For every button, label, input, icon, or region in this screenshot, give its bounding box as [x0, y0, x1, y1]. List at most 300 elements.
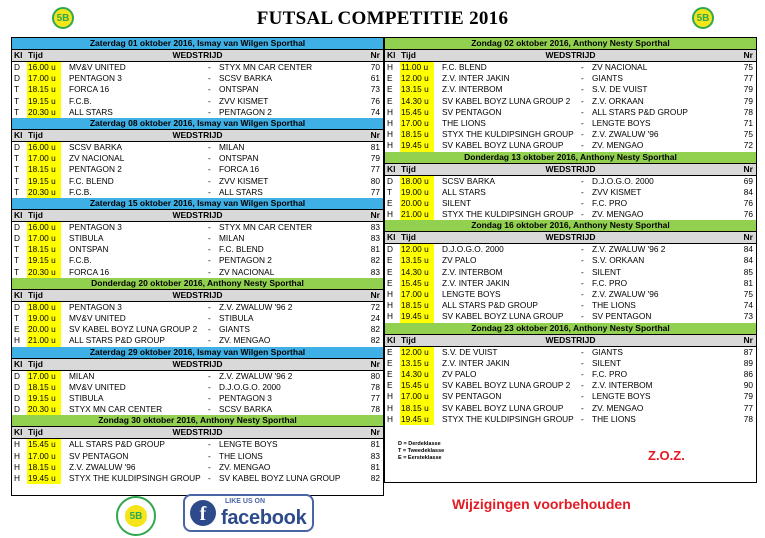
match-row	[385, 118, 756, 129]
match-number: 72	[370, 301, 380, 312]
home-team: F.C. BLEND	[442, 62, 487, 72]
home-team: Z.V. INTER JAKIN	[442, 277, 510, 288]
match-class: H	[14, 450, 20, 461]
match-row	[12, 62, 383, 73]
match-time: 20.30 u	[27, 187, 61, 198]
home-team: SV KABEL BOYZ LUNA GROUP	[442, 311, 564, 322]
home-team: F.C.B.	[69, 95, 92, 106]
away-team: ZVV KISMET	[592, 186, 642, 197]
match-number: 81	[370, 141, 380, 152]
match-time: 13.15 u	[400, 84, 434, 95]
match-time: 19.00 u	[400, 187, 434, 198]
home-team: ALL STARS P&D GROUP	[442, 300, 538, 311]
col-wedstrijd: WEDSTRIJD	[172, 209, 223, 220]
home-team: THE LIONS	[442, 117, 486, 128]
match-number: 83	[370, 221, 380, 232]
away-team: Z.V. ZWALUW '96 2	[219, 370, 293, 381]
versus-dash: -	[208, 450, 211, 461]
match-class: E	[387, 277, 393, 288]
match-class: H	[14, 335, 20, 346]
match-class: H	[387, 140, 393, 151]
col-tijd: Tijd	[28, 289, 43, 300]
match-number: 74	[743, 300, 753, 311]
versus-dash: -	[581, 402, 584, 413]
match-number: 75	[743, 129, 753, 140]
match-time: 11.00 u	[400, 62, 434, 73]
match-class: D	[14, 141, 20, 152]
home-team: ZV PALO	[442, 255, 477, 266]
home-team: ZV PALO	[442, 368, 477, 379]
match-time: 16.00 u	[27, 142, 61, 153]
column-header	[12, 130, 383, 142]
match-class: D	[14, 301, 20, 312]
col-kl: Kl	[14, 358, 23, 369]
versus-dash: -	[208, 221, 211, 232]
home-team: SV KABEL BOYZ LUNA GROUP 2	[442, 95, 571, 106]
match-row	[385, 414, 756, 425]
home-team: ALL STARS P&D GROUP	[69, 439, 165, 450]
versus-dash: -	[208, 404, 211, 415]
versus-dash: -	[208, 255, 211, 266]
zoz-note: Z.O.Z.	[648, 448, 685, 463]
home-team: SV PENTAGON	[442, 106, 502, 117]
match-time: 18.15 u	[400, 129, 434, 140]
away-team: FORCA 16	[219, 164, 260, 175]
club-logo-right: 5B	[692, 7, 714, 29]
match-class: E	[387, 255, 393, 266]
home-team: STYX THE KULDIPSINGH GROUP	[442, 413, 574, 424]
home-team: F.C. BLEND	[69, 175, 114, 186]
away-team: PENTAGON 2	[219, 255, 272, 266]
match-time: 17.00 u	[27, 451, 61, 462]
away-team: ALL STARS	[219, 186, 263, 197]
versus-dash: -	[581, 368, 584, 379]
match-row	[385, 84, 756, 95]
away-team: Z.V. ORKAAN	[592, 95, 644, 106]
versus-dash: -	[581, 311, 584, 322]
away-team: Z.V. ZWALUW '96 2	[219, 301, 293, 312]
match-class: H	[387, 311, 393, 322]
match-time: 18.15 u	[27, 164, 61, 175]
col-nr: Nr	[370, 358, 380, 369]
match-number: 75	[743, 62, 753, 72]
match-number: 77	[743, 402, 753, 413]
match-time: 14.30 u	[400, 267, 434, 278]
home-team: MV&V UNITED	[69, 62, 126, 72]
match-class: D	[14, 392, 20, 403]
match-class: H	[387, 391, 393, 402]
home-team: Z.V. INTER JAKIN	[442, 357, 510, 368]
match-row	[12, 439, 383, 450]
col-wedstrijd: WEDSTRIJD	[545, 163, 596, 174]
section-header: Zondag 23 oktober 2016, Anthony Nesty Sporthal	[385, 323, 756, 335]
col-tijd: Tijd	[28, 209, 43, 220]
match-number: 74	[370, 106, 380, 117]
away-team: LENGTE BOYS	[592, 117, 651, 128]
versus-dash: -	[581, 140, 584, 151]
match-number: 87	[743, 346, 753, 357]
away-team: LENGTE BOYS	[592, 391, 651, 402]
home-team: SCSV BARKA	[69, 141, 123, 152]
versus-dash: -	[208, 313, 211, 323]
away-team: GIANTS	[592, 346, 623, 357]
away-team: GIANTS	[592, 73, 623, 84]
column-header	[12, 210, 383, 222]
match-row	[385, 62, 756, 73]
match-time: 19.45 u	[400, 140, 434, 151]
match-time: 20.30 u	[27, 267, 61, 278]
match-class: E	[387, 95, 393, 106]
match-class: D	[387, 175, 393, 186]
match-row	[385, 129, 756, 140]
legend-item: T = Tweedeklasse	[398, 448, 445, 454]
match-time: 20.00 u	[400, 198, 434, 209]
match-time: 17.00 u	[400, 118, 434, 129]
match-class: E	[387, 380, 393, 391]
away-team: GIANTS	[219, 324, 250, 335]
match-class: E	[387, 197, 393, 208]
match-class: H	[387, 62, 393, 72]
match-time: 17.00 u	[400, 391, 434, 402]
logo-badge: 5B	[125, 505, 147, 527]
home-team: STYX THE KULDIPSINGH GROUP	[442, 129, 574, 140]
versus-dash: -	[581, 186, 584, 197]
away-team: SV PENTAGON	[592, 311, 652, 322]
col-tijd: Tijd	[28, 50, 43, 60]
match-row	[385, 187, 756, 198]
versus-dash: -	[581, 84, 584, 95]
versus-dash: -	[208, 95, 211, 106]
section-header: Zaterdag 01 oktober 2016, Ismay van Wilgen Sporthal	[12, 38, 383, 50]
match-class: H	[387, 402, 393, 413]
versus-dash: -	[581, 197, 584, 208]
away-team: S.V. ORKAAN	[592, 255, 645, 266]
match-row	[385, 255, 756, 266]
away-team: SCSV BARKA	[219, 404, 273, 415]
match-number: 78	[743, 106, 753, 117]
match-class: D	[14, 73, 20, 84]
match-class: T	[14, 255, 20, 266]
home-team: MV&V UNITED	[69, 313, 126, 323]
match-row	[12, 142, 383, 153]
match-row	[385, 380, 756, 391]
match-row	[385, 289, 756, 300]
away-team: ONTSPAN	[219, 84, 259, 95]
match-row	[12, 84, 383, 95]
match-number: 79	[743, 84, 753, 95]
match-row	[12, 382, 383, 393]
legend-item: D = Derdeklasse	[398, 441, 441, 447]
match-number: 71	[743, 117, 753, 128]
match-class: H	[14, 472, 20, 483]
match-row	[12, 222, 383, 233]
away-team: MILAN	[219, 141, 245, 152]
home-team: Z.V. INTERBOM	[442, 266, 503, 277]
match-row	[12, 313, 383, 324]
home-team: STIBULA	[69, 233, 104, 244]
col-nr: Nr	[743, 50, 753, 60]
match-row	[12, 164, 383, 175]
col-tijd: Tijd	[401, 163, 416, 174]
match-class: E	[387, 266, 393, 277]
away-team: THE LIONS	[219, 450, 263, 461]
col-nr: Nr	[743, 232, 753, 243]
home-team: SV KABEL BOYZ LUNA GROUP 2	[442, 380, 571, 391]
col-nr: Nr	[743, 334, 753, 345]
home-team: SV PENTAGON	[442, 391, 502, 402]
match-number: 79	[743, 391, 753, 402]
column-header	[385, 335, 756, 347]
col-tijd: Tijd	[28, 358, 43, 369]
match-number: 84	[743, 255, 753, 266]
away-team: SCSV BARKA	[219, 73, 273, 84]
versus-dash: -	[208, 392, 211, 403]
match-number: 84	[743, 244, 753, 255]
match-number: 77	[370, 164, 380, 175]
col-nr: Nr	[370, 129, 380, 140]
match-number: 81	[370, 244, 380, 255]
match-time: 19.45 u	[27, 473, 61, 484]
match-time: 14.30 u	[400, 96, 434, 107]
match-time: 16.00 u	[27, 62, 61, 73]
match-class: T	[14, 313, 20, 323]
match-time: 15.45 u	[400, 380, 434, 391]
away-team: F.C. PRO	[592, 277, 628, 288]
home-team: D.J.O.G.O. 2000	[442, 244, 504, 255]
match-class: D	[14, 370, 20, 381]
versus-dash: -	[208, 141, 211, 152]
match-class: D	[14, 233, 20, 244]
col-wedstrijd: WEDSTRIJD	[172, 129, 223, 140]
home-team: Z.V. INTER JAKIN	[442, 73, 510, 84]
section-header: Zondag 02 oktober 2016, Anthony Nesty Sporthal	[385, 38, 756, 50]
match-class: T	[387, 186, 393, 197]
legend-item: E = Eersteklasse	[398, 455, 442, 461]
match-time: 17.00 u	[27, 233, 61, 244]
versus-dash: -	[208, 164, 211, 175]
match-class: D	[14, 381, 20, 392]
match-number: 61	[370, 73, 380, 84]
match-number: 79	[370, 153, 380, 164]
match-time: 21.00 u	[27, 335, 61, 346]
away-team: THE LIONS	[592, 413, 636, 424]
match-row	[12, 255, 383, 266]
away-team: F.C. PRO	[592, 197, 628, 208]
match-row	[12, 244, 383, 255]
match-row	[385, 391, 756, 402]
match-number: 76	[743, 209, 753, 220]
versus-dash: -	[581, 62, 584, 72]
facebook-badge[interactable]	[183, 494, 314, 532]
match-row	[385, 347, 756, 358]
col-tijd: Tijd	[28, 129, 43, 140]
versus-dash: -	[208, 472, 211, 483]
column-header	[12, 290, 383, 302]
match-class: E	[14, 324, 20, 335]
match-time: 19.15 u	[27, 393, 61, 404]
match-number: 90	[743, 380, 753, 391]
home-team: ALL STARS	[442, 186, 486, 197]
column-header	[12, 50, 383, 62]
match-time: 16.00 u	[27, 222, 61, 233]
col-kl: Kl	[387, 163, 396, 174]
match-number: 82	[370, 324, 380, 335]
home-team: MILAN	[69, 370, 95, 381]
col-kl: Kl	[14, 50, 23, 60]
match-number: 80	[370, 370, 380, 381]
match-number: 79	[743, 95, 753, 106]
home-team: ALL STARS	[69, 106, 113, 117]
match-class: H	[14, 461, 20, 472]
schedule-right-column	[384, 37, 757, 483]
match-class: D	[14, 62, 20, 72]
match-time: 17.00 u	[27, 153, 61, 164]
home-team: ZV NACIONAL	[69, 153, 125, 164]
versus-dash: -	[208, 233, 211, 244]
match-time: 17.00 u	[27, 73, 61, 84]
match-time: 19.15 u	[27, 255, 61, 266]
versus-dash: -	[581, 380, 584, 391]
col-wedstrijd: WEDSTRIJD	[545, 334, 596, 345]
versus-dash: -	[581, 175, 584, 186]
match-class: T	[14, 175, 20, 186]
match-time: 13.15 u	[400, 255, 434, 266]
home-team: F.C.B.	[69, 186, 92, 197]
match-class: H	[387, 129, 393, 140]
home-team: Z.V. ZWALUW '96	[69, 461, 136, 472]
away-team: STYX MN CAR CENTER	[219, 62, 313, 72]
match-number: 72	[743, 140, 753, 151]
away-team: ALL STARS P&D GROUP	[592, 106, 688, 117]
facebook-wordmark: facebook	[221, 507, 307, 529]
match-time: 15.45 u	[400, 278, 434, 289]
match-number: 82	[370, 255, 380, 266]
versus-dash: -	[208, 106, 211, 117]
col-tijd: Tijd	[28, 427, 43, 438]
match-class: T	[14, 244, 20, 255]
match-class: H	[387, 117, 393, 128]
away-team: SILENT	[592, 266, 622, 277]
col-nr: Nr	[370, 289, 380, 300]
section-header: Zaterdag 15 oktober 2016, Ismay van Wilgen Sporthal	[12, 198, 383, 210]
home-team: SCSV BARKA	[442, 175, 496, 186]
match-class: E	[387, 346, 393, 357]
col-tijd: Tijd	[401, 334, 416, 345]
home-team: ONTSPAN	[69, 244, 109, 255]
match-row	[385, 140, 756, 151]
home-team: LENGTE BOYS	[442, 289, 501, 299]
match-number: 75	[743, 289, 753, 299]
match-time: 17.00 u	[400, 289, 434, 300]
match-row	[12, 335, 383, 346]
match-time: 19.00 u	[27, 313, 61, 324]
match-row	[12, 462, 383, 473]
col-kl: Kl	[14, 209, 23, 220]
match-row	[385, 311, 756, 322]
away-team: Z.V. ZWALUW '96	[592, 129, 659, 140]
match-class: T	[14, 95, 20, 106]
match-class: H	[387, 300, 393, 311]
versus-dash: -	[581, 357, 584, 368]
match-row	[12, 187, 383, 198]
section-header: Zondag 30 oktober 2016, Anthony Nesty Sporthal	[12, 415, 383, 427]
match-row	[12, 393, 383, 404]
away-team: ONTSPAN	[219, 153, 259, 164]
section-header: Zaterdag 29 oktober 2016, Ismay van Wilgen Sporthal	[12, 347, 383, 359]
versus-dash: -	[208, 335, 211, 346]
match-number: 82	[370, 335, 380, 346]
match-time: 19.15 u	[27, 176, 61, 187]
match-class: T	[14, 106, 20, 117]
col-wedstrijd: WEDSTRIJD	[172, 50, 223, 60]
col-wedstrijd: WEDSTRIJD	[545, 232, 596, 243]
match-row	[385, 244, 756, 255]
col-nr: Nr	[370, 427, 380, 438]
versus-dash: -	[581, 95, 584, 106]
match-time: 18.00 u	[400, 176, 434, 187]
column-header	[385, 232, 756, 244]
versus-dash: -	[581, 346, 584, 357]
match-class: H	[387, 106, 393, 117]
col-nr: Nr	[370, 50, 380, 60]
match-number: 78	[370, 381, 380, 392]
home-team: PENTAGON 3	[69, 221, 122, 232]
away-team: SV KABEL BOYZ LUNA GROUP	[219, 472, 341, 483]
match-time: 15.45 u	[400, 107, 434, 118]
versus-dash: -	[581, 300, 584, 311]
match-row	[12, 96, 383, 107]
match-class: D	[14, 221, 20, 232]
versus-dash: -	[581, 129, 584, 140]
section-header: Donderdag 20 oktober 2016, Anthony Nesty Sporthal	[12, 278, 383, 290]
match-time: 19.15 u	[27, 96, 61, 107]
match-class: H	[387, 413, 393, 424]
match-time: 18.15 u	[400, 403, 434, 414]
match-number: 89	[743, 357, 753, 368]
col-kl: Kl	[387, 50, 396, 60]
col-wedstrijd: WEDSTRIJD	[545, 50, 596, 60]
versus-dash: -	[208, 381, 211, 392]
match-number: 83	[370, 233, 380, 244]
home-team: MV&V UNITED	[69, 381, 126, 392]
match-time: 20.00 u	[27, 324, 61, 335]
home-team: PENTAGON 3	[69, 73, 122, 84]
versus-dash: -	[208, 439, 211, 450]
col-nr: Nr	[370, 209, 380, 220]
match-class: E	[387, 357, 393, 368]
away-team: ZVV KISMET	[219, 95, 269, 106]
match-row	[385, 73, 756, 84]
match-number: 85	[743, 266, 753, 277]
match-row	[12, 267, 383, 278]
away-team: STYX MN CAR CENTER	[219, 221, 313, 232]
home-team: STYX MN CAR CENTER	[69, 404, 163, 415]
versus-dash: -	[581, 277, 584, 288]
versus-dash: -	[581, 255, 584, 266]
versus-dash: -	[208, 62, 211, 72]
match-number: 82	[370, 472, 380, 483]
away-team: ZV. MENGAO	[219, 335, 271, 346]
match-time: 18.00 u	[27, 302, 61, 313]
match-time: 20.30 u	[27, 404, 61, 415]
away-team: D.J.O.G.O. 2000	[592, 175, 654, 186]
versus-dash: -	[581, 266, 584, 277]
match-time: 18.15 u	[27, 462, 61, 473]
versus-dash: -	[581, 413, 584, 424]
home-team: Z.V. INTERBOM	[442, 84, 503, 95]
match-time: 14.30 u	[400, 369, 434, 380]
match-row	[385, 107, 756, 118]
